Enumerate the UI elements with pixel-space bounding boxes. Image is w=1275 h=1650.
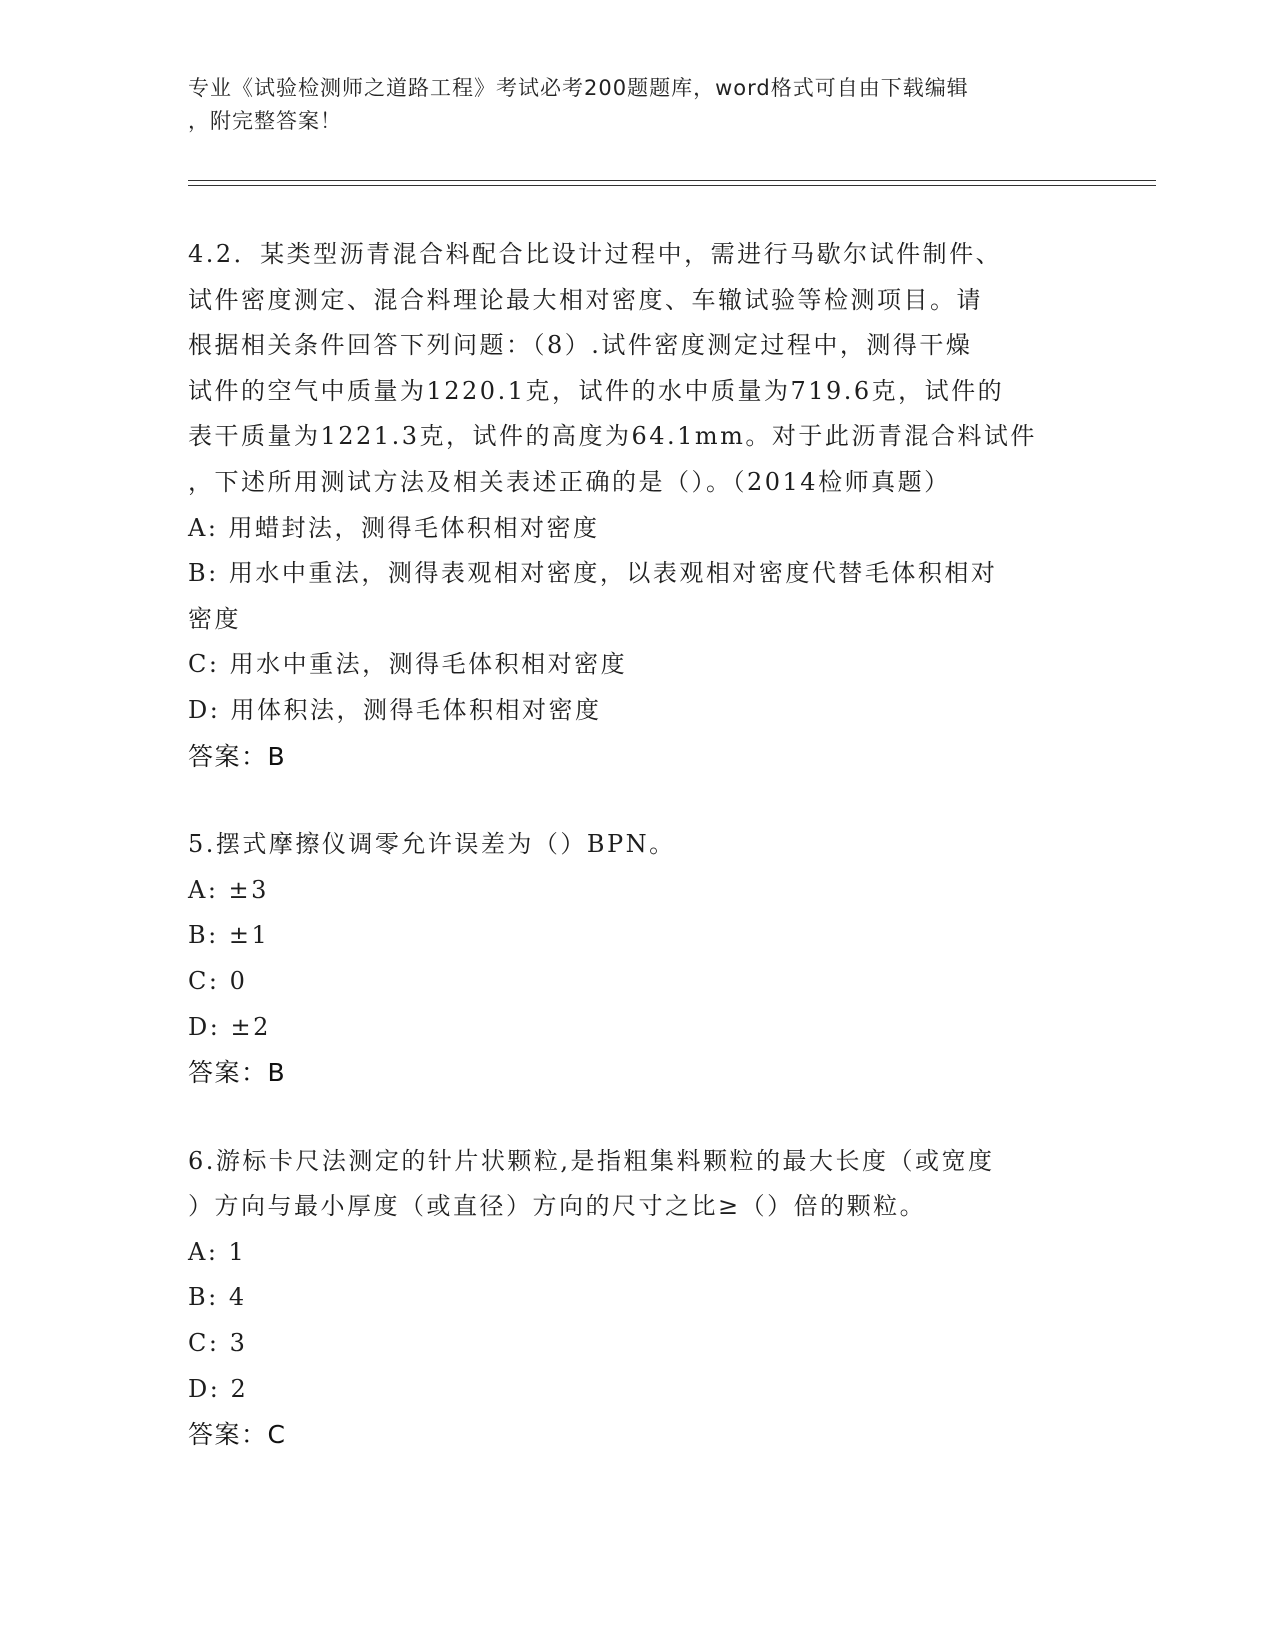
option-c: C: 3 — [188, 1329, 248, 1358]
option-a: A: 1 — [188, 1237, 247, 1266]
question-line: ）方向与最小厚度（或直径）方向的尺寸之比≥（）倍的颗粒。 — [188, 1192, 927, 1221]
question-block — [188, 232, 1088, 779]
question-line: ，下述所用测试方法及相关表述正确的是（）。（2014检师真题） — [188, 467, 951, 496]
option-a: A: 用蜡封法，测得毛体积相对密度 — [188, 513, 600, 542]
question-block — [188, 1139, 1088, 1458]
question-line: 6.游标卡尺法测定的针片状颗粒,是指粗集料颗粒的最大长度（或宽度 — [188, 1146, 995, 1175]
header-divider-top — [188, 180, 1156, 181]
question-line: 试件密度测定、混合料理论最大相对密度、车辙试验等检测项目。请 — [188, 285, 983, 314]
question-line: 4.2．某类型沥青混合料配合比设计过程中，需进行马歇尔试件制件、 — [188, 240, 1003, 268]
option-c: C: 用水中重法，测得毛体积相对密度 — [188, 650, 628, 679]
option-b-continued: 密度 — [188, 604, 241, 633]
option-b: B: 用水中重法，测得表观相对密度，以表观相对密度代替毛体积相对 — [188, 559, 998, 588]
question-block — [188, 822, 1088, 1096]
option-b: B: 4 — [188, 1283, 247, 1312]
option-a: A: ±3 — [188, 875, 269, 904]
question-line: 5.摆式摩擦仪调零允许误差为（）BPN。 — [188, 830, 676, 859]
answer-label: 答案：B — [188, 1058, 287, 1088]
question-line: 表干质量为1221.3克，试件的高度为64.1mm。对于此沥青混合料试件 — [188, 422, 1037, 451]
option-d: D: 用体积法，测得毛体积相对密度 — [188, 695, 602, 724]
question-list — [188, 232, 1088, 1501]
question-line: 根据相关条件回答下列问题：（8）.试件密度测定过程中，测得干燥 — [188, 331, 973, 360]
answer-label: 答案：C — [188, 1420, 287, 1450]
option-d: D: ±2 — [188, 1012, 271, 1041]
option-b: B: ±1 — [188, 921, 270, 950]
question-line: 试件的空气中质量为1220.1克，试件的水中质量为719.6克，试件的 — [188, 376, 1005, 405]
option-d: D: 2 — [188, 1374, 249, 1403]
document-header — [188, 72, 1088, 138]
header-divider-bottom — [188, 185, 1156, 186]
header-line-1: 专业《试验检测师之道路工程》考试必考200题题库，word格式可自由下载编辑 — [188, 76, 969, 100]
header-line-2: ，附完整答案！ — [188, 109, 342, 133]
answer-label: 答案：B — [188, 741, 287, 771]
option-c: C: 0 — [188, 966, 248, 995]
